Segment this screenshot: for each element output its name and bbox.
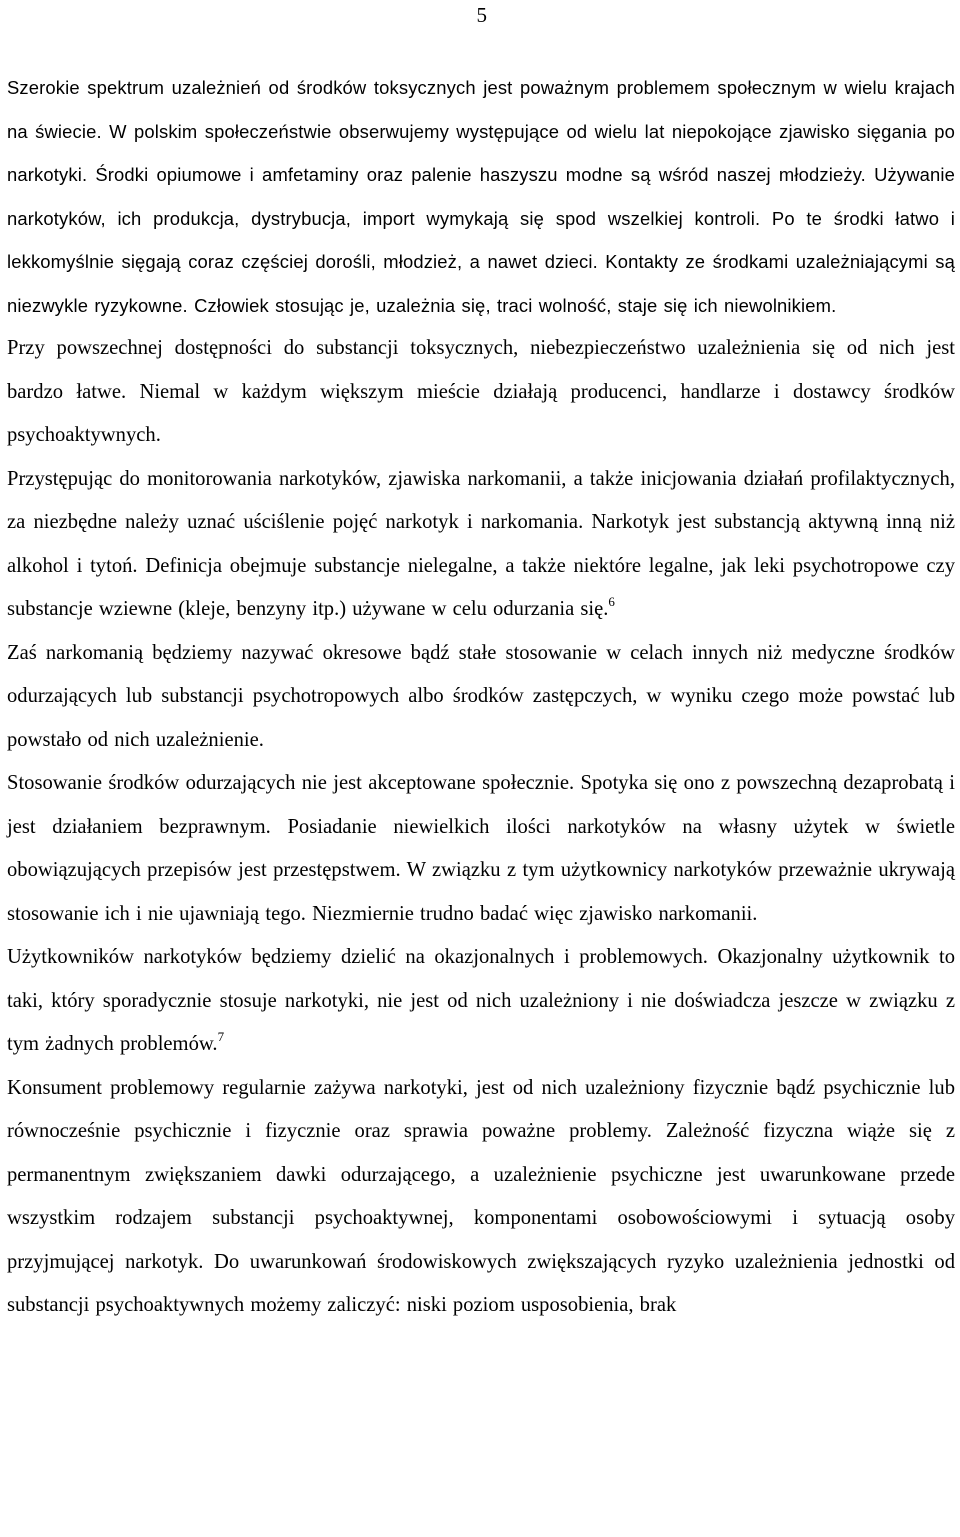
paragraph-definition-drug — [7, 458, 955, 632]
page-number: 5 — [476, 3, 487, 27]
paragraph-social-acceptance — [7, 762, 955, 936]
paragraph-text: Konsument problemowy regularnie zażywa narkotyki, jest od nich uzależniony fizycznie bądź psychicznie lub równocześnie psychicznie i fizycznie oraz sprawia poważne problemy. Zależność fizyczna wiąże się z permanentnym zwiększaniem dawki odurzającego, a uzależnienie psychiczne jest uwarunkowane przede wszystkim rodzajem substancji psychoaktywnej, komponentami osobowościowymi i sytuacją osoby przyjmującej narkotyk. Do uwarunkowań środowiskowych zwiększających ryzyko uzależnienia jednostki od substancji psychoaktywnych możemy zaliczyć: niski poziom usposobienia, brak — [7, 1076, 955, 1316]
paragraph-text: Zaś narkomanią będziemy nazywać okresowe bądź stałe stosowanie w celach innych niż medyczne środków odurzających lub substancji psychotropowych albo środków zastępczych, w wyniku czego może powstać lub powstało od nich uzależnienie. — [7, 641, 955, 751]
paragraph-intro — [7, 66, 955, 327]
document-body — [7, 66, 955, 1328]
paragraph-user-types — [7, 936, 955, 1067]
paragraph-text: Stosowanie środków odurzających nie jest akceptowane społecznie. Spotyka się ono z powszechną dezaprobatą i jest działaniem bezprawnym. Posiadanie niewielkich ilości narkotyków na własny użytek w świetle obowiązujących przepisów jest przestępstwem. W związku z tym użytkownicy narkotyków przeważnie ukrywają stosowanie ich i nie ujawniają tego. Niezmiernie trudno badać więc zjawisko narkomanii. — [7, 772, 955, 925]
paragraph-text: Przystępując do monitorowania narkotyków, zjawiska narkomanii, a także inicjowania działań profilaktycznych, za niezbędne należy uznać uściślenie pojęć narkotyk i narkomania. Narkotyk jest substancją aktywną inną niż alkohol i tytoń. Definicja obejmuje substancje nielegalne, a także niektóre legalne, jak leki psychotropowe czy substancje wziewne (kleje, benzyny itp.) używane w celu odurzania się. — [7, 467, 955, 620]
paragraph-text: Przy powszechnej dostępności do substancji toksycznych, niebezpieczeństwo uzależnienia się od nich jest bardzo łatwe. Niemal w każdym większym mieście działają producenci, handlarze i dostawcy środków psychoaktywnych. — [7, 337, 955, 446]
paragraph-definition-addiction — [7, 632, 955, 763]
footnote-ref-7: 7 — [217, 1029, 225, 1044]
paragraph-problem-consumer — [7, 1067, 955, 1328]
paragraph-availability — [7, 327, 955, 458]
paragraph-text: Szerokie spektrum uzależnień od środków toksycznych jest poważnym problemem społecznym w wielu krajach na świecie. W polskim społeczeństwie obserwujemy występujące od wielu lat niepokojące zjawisko sięgania po narkotyki. Środki opiumowe i amfetaminy oraz palenie haszyszu modne są wśród naszej młodzieży. Używanie narkotyków, ich produkcja, dystrybucja, import wymykają się spod wszelkiej kontroli. Po te środki łatwo i lekkomyślnie sięgają coraz częściej dorośli, młodzież, a nawet dzieci. Kontakty ze środkami uzależniającymi są niezwykle ryzykowne. Człowiek stosując je, uzależnia się, traci wolność, staje się ich niewolnikiem. — [7, 77, 955, 316]
paragraph-text: Użytkowników narkotyków będziemy dzielić na okazjonalnych i problemowych. Okazjonalny użytkownik to taki, który sporadycznie stosuje narkotyki, nie jest od nich uzależniony i nie doświadcza jeszcze w związku z tym żadnych problemów. — [7, 946, 955, 1055]
footnote-ref-6: 6 — [608, 594, 615, 609]
